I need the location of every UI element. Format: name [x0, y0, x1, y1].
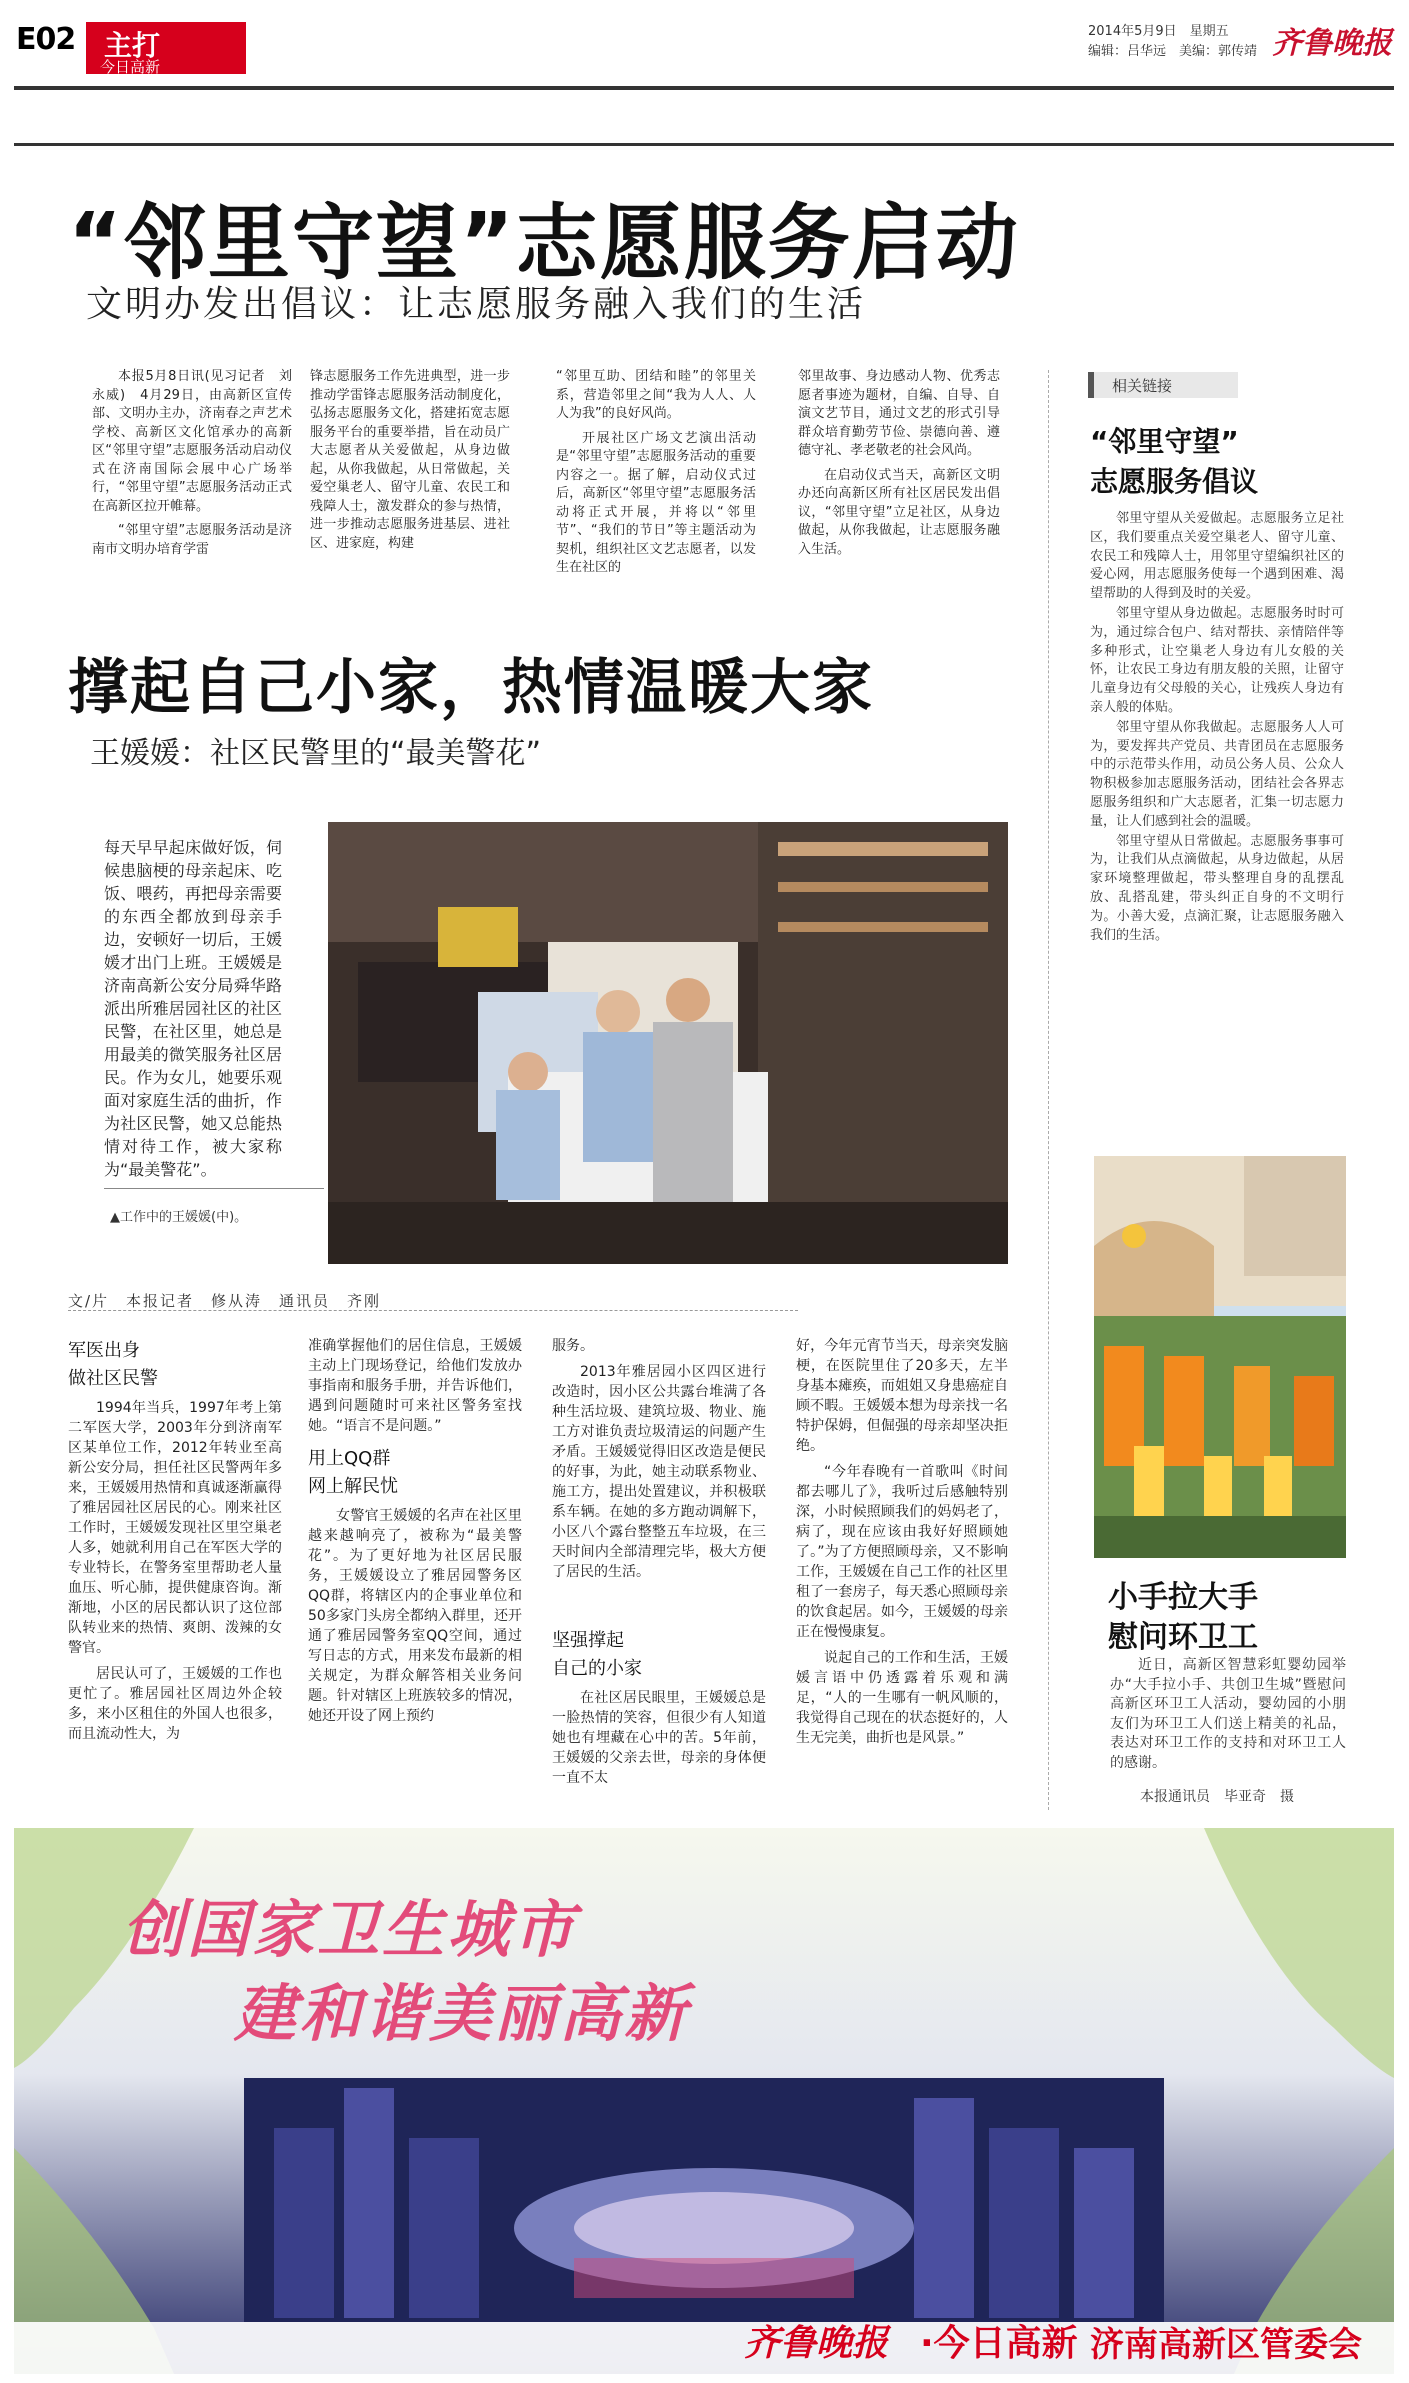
story1-subheadline: 文明办发出倡议：让志愿服务融入我们的生活: [86, 284, 867, 325]
story3-credit: 本报通讯员 毕亚奇 摄: [1140, 1789, 1294, 1805]
ad-footer-section: ·今日高新: [920, 2323, 1078, 2364]
paragraph: 准确掌握他们的居住信息，王媛媛主动上门现场登记，给他们发放办事指南和服务手册，并告诉他们，遇到问题随时可来社区警务室找她。“语言不是问题。”: [308, 1338, 522, 1434]
paragraph: 邻里守望从身边做起。志愿服务时时可为，通过综合包户、结对帮扶、亲情陪伴等多种形式，让空巢老人身边有儿女般的关怀，让农民工身边有朋友般的关照，让留守儿童身边有父母般的关心，让残疾人身边有亲人般的体贴。: [1090, 605, 1344, 715]
section-title: 主打: [104, 29, 161, 62]
paragraph: 本报5月8日讯(见习记者 刘永威) 4月29日，由高新区宣传部、文明办主办，济南春之声艺术学校、高新区文化馆承办的高新区“邻里守望”志愿服务活动启动仪式在济南国际会展中心广场举行，“邻里守望”志愿服务活动正式在高新区拉开帷幕。: [92, 369, 292, 514]
subhead-c1: 坚强撑起: [552, 1630, 624, 1651]
page-header: [0, 0, 1409, 90]
issue-date: 2014年5月9日 星期五: [1088, 24, 1229, 39]
ad-footer-logo: 齐鲁晚报: [744, 2322, 889, 2364]
photo-illustration: [328, 822, 1008, 1264]
sidebar-title-line2: 志愿服务倡议: [1090, 465, 1259, 498]
story1-column-1: [92, 368, 292, 565]
story3-title-line1: 小手拉大手: [1108, 1580, 1258, 1615]
story1-column-3: [556, 368, 756, 584]
paragraph: 居民认可了，王媛媛的工作也更忙了。雅居园社区周边外企较多，来小区租住的外国人也很多，而且流动性大，为: [68, 1666, 282, 1742]
photo-caption: ▲工作中的王媛媛(中)。: [110, 1210, 248, 1225]
story1-headline: “邻里守望”志愿服务启动: [68, 196, 1020, 291]
paragraph: 女警官王媛媛的名声在社区里越来越响亮了，被称为“最美警花”。为了更好地为社区居民服务，王媛媛设立了雅居园警务区QQ群，将辖区内的企事业单位和50多家门头房全都纳入群里，还开通了雅居园警务室QQ空间，通过写日志的方式，用来发布最新的相关规定，为群众解答相关业务问题。针对辖区上班族较多的情况，她还开设了网上预约: [308, 1508, 522, 1724]
ad-slogan-line1: 创国家卫生城市: [122, 1893, 578, 1966]
paragraph: 好，今年元宵节当天，母亲突发脑梗，在医院里住了20多天，左半身基本瘫痪，而姐姐又身患癌症自顾不暇。王媛媛本想为母亲找一名特护保姆，但倔强的母亲却坚决拒绝。: [796, 1338, 1008, 1454]
paragraph: 邻里守望从你我做起。志愿服务人人可为，要发挥共产党员、共青团员在志愿服务中的示范带头作用，动员公务人员、公众人物积极参加志愿服务活动，团结社会各界志愿服务组织和广大志愿者，汇集一切志愿力量，让人们感到社会的温暖。: [1090, 719, 1344, 829]
paragraph: 2013年雅居园小区四区进行改造时，因小区公共露台堆满了各种生活垃圾、建筑垃圾、物业、施工方对谁负责垃圾清运的问题产生矛盾。王媛媛觉得旧区改造是便民的好事，为此，她主动联系物业、施工方，提出处置建议，并积极联系车辆。在她的多方跑动调解下，小区八个露台整整五车垃圾，在三天时间内全部清理完毕，极大方便了居民的生活。: [552, 1364, 766, 1580]
paragraph: 近日，高新区智慧彩虹婴幼园举办“大手拉小手、共创卫生城”暨慰问高新区环卫工人活动，婴幼园的小朋友们为环卫工人们送上精美的礼品，表达对环卫工作的支持和对环卫工人的感谢。: [1110, 1657, 1346, 1771]
story2-column-b1: [308, 1336, 522, 1442]
story2-column-c1: [552, 1336, 766, 1588]
story3-body: [1110, 1656, 1346, 1773]
paragraph: 开展社区广场文艺演出活动是“邻里守望”志愿服务活动的重要内容之一。据了解，启动仪式过后，高新区“邻里守望”志愿服务活动将正式开展，并将以“邻里节”、“我们的节日”等主题活动为契机，组织社区文艺志愿者，以发生在社区的: [556, 430, 756, 575]
section-rule: [14, 143, 1394, 146]
public-service-ad: [14, 1828, 1394, 2374]
lead-rule: [104, 1188, 324, 1189]
column-divider: [1048, 370, 1049, 1810]
story2-column-a: [68, 1398, 282, 1750]
paragraph: 在社区居民眼里，王媛媛总是一脸热情的笑容，但很少有人知道她也有埋藏在心中的苦。5年前，王媛媛的父亲去世，母亲的身体便一直不太: [552, 1690, 766, 1786]
story3-title-line2: 慰问环卫工: [1108, 1620, 1258, 1655]
paragraph: “邻里互助、团结和睦”的邻里关系，营造邻里之间“我为人人、人人为我”的良好风尚。: [556, 369, 756, 421]
related-links-label: 相关链接: [1112, 377, 1173, 395]
story2-column-b2: [308, 1506, 522, 1732]
story1-column-2: [310, 368, 510, 559]
photo-police-officer: [328, 822, 1008, 1264]
section-subtitle: 今日高新: [100, 58, 161, 76]
ad-footer-sponsor: 济南高新区管委会: [1090, 2325, 1362, 2365]
sidebar-title-line1: “邻里守望”: [1090, 425, 1239, 458]
paragraph: 服务。: [552, 1338, 594, 1354]
related-links-tag: [1088, 372, 1238, 398]
paragraph: “邻里守望”志愿服务活动是济南市文明办培育学雷: [92, 523, 292, 557]
subhead-a1: 军医出身: [68, 1340, 140, 1361]
story1-column-4: [798, 368, 1000, 565]
subhead-b1: 用上QQ群: [308, 1448, 391, 1469]
sidebar-body: [1090, 510, 1344, 946]
photo-illustration: [1094, 1156, 1346, 1558]
photo-children-sanitation: [1094, 1156, 1346, 1558]
story2-byline: 文/片 本报记者 修从涛 通讯员 齐刚: [68, 1292, 382, 1310]
subhead-a2: 做社区民警: [68, 1368, 158, 1389]
paragraph: 邻里守望从关爱做起。志愿服务立足社区，我们要重点关爱空巢老人、留守儿童、农民工和残障人士，用邻里守望编织社区的爱心网，用志愿服务使每一个遇到困难、渴望帮助的人得到及时的关爱。: [1090, 511, 1344, 602]
story2-column-c2: [552, 1688, 766, 1794]
paragraph: 说起自己的工作和生活，王媛媛言语中仍透露着乐观和满足，“人的一生哪有一帆风顺的，我觉得自己现在的状态挺好的，人生无完美，曲折也是风景。”: [796, 1650, 1008, 1746]
subhead-b2: 网上解民忧: [308, 1476, 398, 1497]
header-rule: [14, 86, 1394, 90]
byline-rule: [68, 1310, 798, 1311]
paragraph: 邻里守望从日常做起。志愿服务事事可为，让我们从点滴做起，从身边做起，从居家环境整理做起，带头整理自身的乱摆乱放、乱搭乱建，带头纠正自身的不文明行为。小善大爱，点滴汇聚，让志愿服务融入我们的生活。: [1090, 833, 1344, 943]
paragraph: 锋志愿服务工作先进典型，进一步推动学雷锋志愿服务活动制度化，弘扬志愿服务文化，搭建拓宽志愿服务平台的重要举措，旨在动员广大志愿者从关爱做起，从身边做起，从你我做起，从日常做起，关爱空巢老人、留守儿童、农民工和残障人士，激发群众的参与热情，进一步推动志愿服务进基层、进社区、进家庭，构建: [310, 369, 510, 551]
paragraph: “今年春晚有一首歌叫《时间都去哪儿了》，我听过后感触特别深，小时候照顾我们的妈妈老了，病了，现在应该由我好好照顾她了。”为了方便照顾母亲，又不影响工作，王媛媛在自己工作的社区里租了一套房子，每天悉心照顾母亲的饮食起居。如今，王媛媛的母亲正在慢慢康复。: [796, 1464, 1008, 1640]
page-number: E02: [16, 22, 76, 57]
story2-headline: 撑起自己小家，热情温暖大家: [68, 653, 874, 723]
ad-slogan-line2: 建和谐美丽高新: [234, 1977, 690, 2050]
paragraph: 邻里故事、身边感动人物、优秀志愿者事迹为题材，自编、自导、自演文艺节目，通过文艺的形式引导群众培育勤劳节俭、崇德向善、遵德守礼、孝老敬老的社会风尚。: [798, 369, 1000, 458]
subhead-c2: 自己的小家: [552, 1658, 642, 1679]
story2-column-d: [796, 1336, 1008, 1754]
editor-credits: 编辑：吕华远 美编：郭传靖: [1088, 44, 1258, 59]
story2-subheadline: 王媛媛：社区民警里的“最美警花”: [90, 736, 542, 771]
story2-lead: 每天早早起床做好饭，伺候患脑梗的母亲起床、吃饭、喂药，再把母亲需要的东西全都放到母亲手边，安顿好一切后，王媛媛才出门上班。王媛媛是济南高新公安分局舜华路派出所雅居园社区的社区民警，在社区里，她总是用最美的微笑服务社区居民。作为女儿，她要乐观面对家庭生活的曲折，作为社区民警，她又总能热情对待工作，被大家称为“最美警花”。: [104, 838, 282, 1179]
newspaper-logo: 齐鲁晚报: [1272, 26, 1392, 61]
paragraph: 在启动仪式当天，高新区文明办还向高新区所有社区居民发出倡议，“邻里守望”立足社区，从身边做起，从你我做起，让志愿服务融入生活。: [798, 467, 1000, 557]
paragraph: 1994年当兵，1997年考上第二军医大学，2003年分到济南军区某单位工作，2012年转业至高新公安分局，担任社区民警两年多来，王媛媛用热情和真诚逐渐赢得了雅居园社区居民的心。刚来社区工作时，王媛媛发现社区里空巢老人多，她就利用自己在军医大学的专业特长，在警务室里帮助老人量血压、听心肺，提供健康咨询。渐渐地，小区的居民都认识了这位部队转业来的热情、爽朗、泼辣的女警官。: [68, 1400, 282, 1656]
